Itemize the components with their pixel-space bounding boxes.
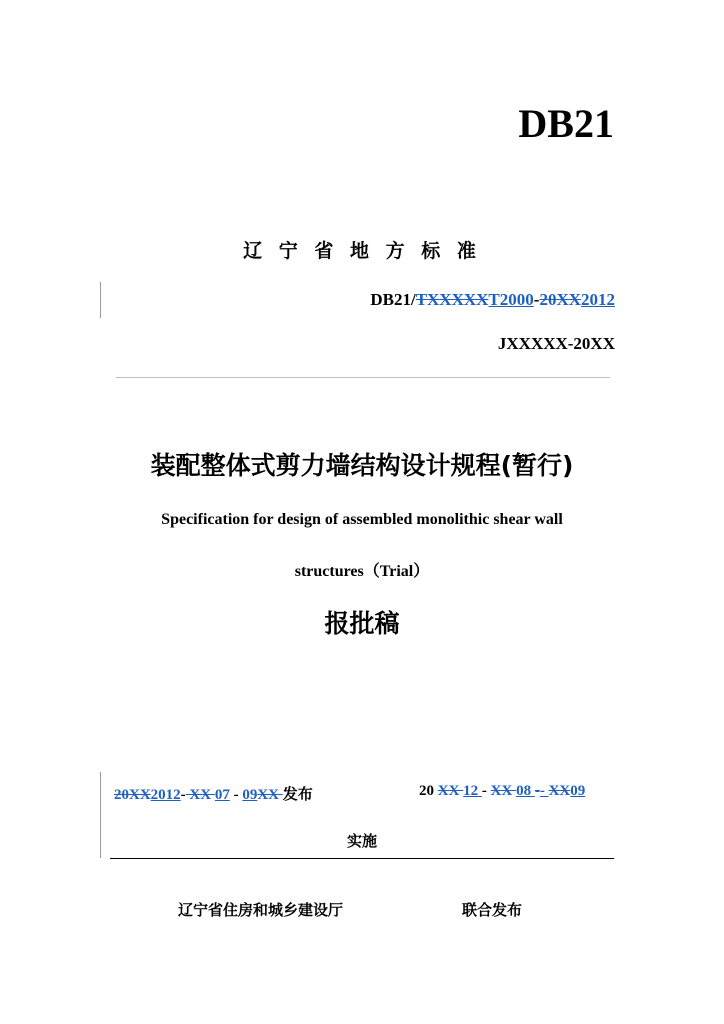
deleted-impl-separator: - (534, 783, 540, 799)
implementation-suffix: 实施 (346, 832, 377, 850)
deleted-issue-year: 20XX (114, 787, 151, 803)
deleted-impl-day: XX (548, 783, 571, 799)
inserted-impl-month: 08 (516, 783, 535, 799)
inserted-issue-month: 07 (214, 787, 230, 803)
issue-separator: - (229, 787, 243, 803)
replaced-standard-number: JXXXXX-20XX (497, 334, 615, 353)
impl-separator: - (481, 783, 491, 799)
standard-category-title: 辽 宁 省 地 方 标 准 (243, 240, 481, 262)
inserted-impl-separator: - (539, 783, 549, 799)
joint-issue-label: 联合发布 (462, 901, 523, 919)
divider-line (110, 858, 614, 859)
inserted-issue-day: 09 (242, 787, 258, 803)
publisher-name: 辽宁省住房和城乡建设厅 (178, 901, 344, 919)
issue-separator: - (180, 787, 186, 803)
impl-prefix: 20 (419, 783, 438, 799)
english-title-line2: structures（Trial） (294, 563, 430, 580)
inserted-impl-day: 09 (570, 783, 586, 799)
deleted-issue-day: XX (257, 787, 283, 803)
number-dash: - (533, 290, 540, 309)
english-title-line1: Specification for design of assembled monolithic shear wall (161, 511, 563, 528)
deleted-issue-month: XX (185, 787, 215, 803)
inserted-issue-year: 2012 (150, 787, 181, 803)
draft-label: 报批稿 (324, 609, 400, 638)
inserted-series: T2000 (488, 290, 534, 309)
deleted-impl-year: XX (437, 783, 464, 799)
chinese-title: 装配整体式剪力墙结构设计规程(暂行) (150, 451, 574, 480)
deleted-impl-month: XX (490, 783, 517, 799)
implementation-date (419, 783, 585, 800)
standard-number (370, 290, 615, 310)
deleted-series: TXXXXX (415, 290, 489, 309)
change-bar (100, 282, 101, 318)
standard-code-big: DB21 (518, 101, 614, 146)
inserted-impl-year: 12 (463, 783, 482, 799)
standard-number-prefix: DB21/ (370, 290, 416, 309)
issue-date (114, 783, 313, 804)
issue-suffix: 发布 (282, 785, 313, 803)
deleted-year: 20XX (539, 290, 581, 309)
inserted-year: 2012 (581, 290, 615, 309)
divider-line (116, 377, 610, 378)
